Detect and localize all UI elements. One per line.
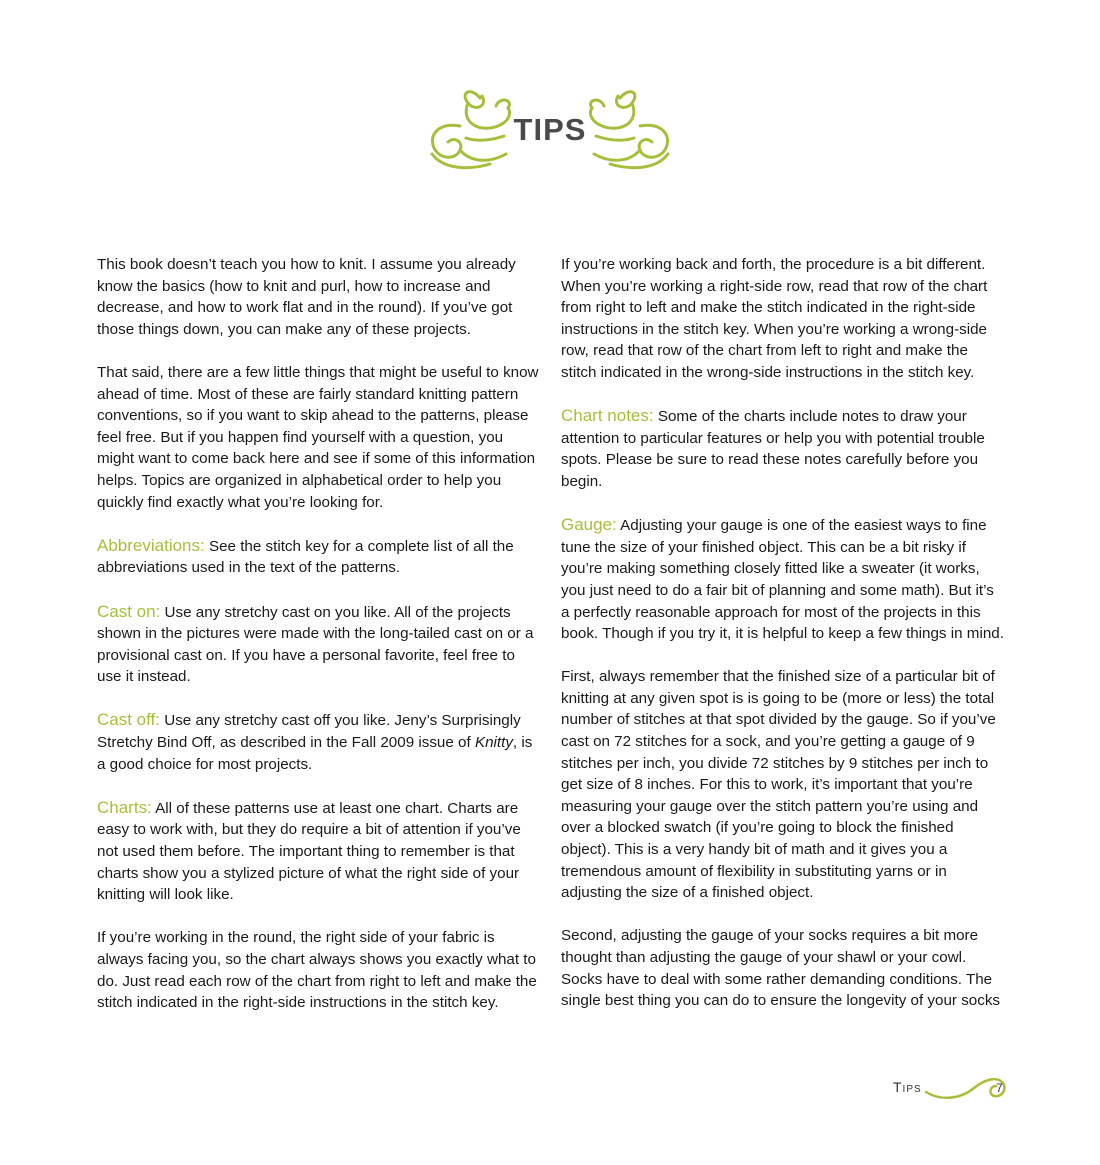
cast-off-text-end: , is a good choice for most projects.: [97, 734, 533, 773]
gauge-second-paragraph: Second, adjusting the gauge of your socks requires a bit more thought than adjusting the gauge of your shawl or your cowl. Socks have to deal with some rather demanding conditions. The single best thing you can do to ensure the longevity of your socks: [561, 927, 1001, 1010]
cast-on-heading: Cast on:: [97, 601, 161, 621]
abbreviations-heading: Abbreviations:: [97, 535, 205, 555]
knitty-title: Knitty: [474, 734, 513, 752]
cast-on-text: Use any stretchy cast on you like. All of the projects shown in the pictures were made with the long-tailed cast on or a provisional cast on. If you have a personal favorite, feel free to use it instead.: [97, 603, 534, 686]
abbreviations-text: See the stitch key for a complete list of all the abbreviations used in the text of the patterns.: [97, 537, 514, 577]
chart-notes-heading: Chart notes:: [561, 406, 654, 426]
charts-heading: Charts:: [97, 797, 152, 817]
charts-text: All of these patterns use at least one chart. Charts are easy to work with, but they do require a bit of attention if you’ve not used them before. The important thing to remember is that charts show you a stylized picture of what the right side of your knitting will look like.: [97, 799, 521, 904]
footer-section-label: Tips: [893, 1079, 922, 1095]
back-and-forth-paragraph: If you’re working back and forth, the procedure is a bit different. When you’re working a right-side row, read that row of the chart from right to left and make the stitch indicated in the right-side instructions in the stitch key. When you’re working a wrong-side row, read that row of the chart from left to right and make the stitch indicated in the wrong-side instructions in the stitch key.: [561, 256, 988, 381]
cast-off-section: [97, 709, 542, 775]
cast-off-text: Use any stretchy cast off you like. Jeny’s Surprisingly Stretchy Bind Off, as described in the Fall 2009 issue of: [97, 712, 521, 752]
chart-notes-section: [561, 405, 1006, 492]
gauge-first-paragraph: First, always remember that the finished size of a particular bit of knitting at any given spot is is going to be (more or less) the total number of stitches at that spot divided by the gauge. So if you’ve cast on 72 stitches for a sock, and you’re getting a gauge of 9 stitches per inch, you divide 72 stitches by 9 stitches per inch to get size of 8 inches. For this to work, it’s important that you’re measuring your gauge over the stitch pattern you’re using and over a blocked swatch (if you’re going to block the finished object). This is a very handy bit of math and it gives you a tremendous amount of flexibility in substituting yarns or in adjusting the size of a finished object.: [561, 668, 996, 902]
gauge-text: Adjusting your gauge is one of the easiest ways to fine tune the size of your finished object. This can be a bit risky if you’re making something closely fitted like a sweater (it works, you just need to do a fair bit of planning and some math). But it’s a perfectly reasonable approach for most of the projects in this book. Though if you try it, it is helpful to keep a few things in mind.: [561, 517, 1004, 643]
left-column: [97, 254, 542, 1035]
intro-paragraph: This book doesn’t teach you how to knit. I assume you already know the basics (how to knit and purl, how to increase and decrease, and how to work flat and in the round). If you’ve got those things down, you can make any of these projects.: [97, 256, 516, 338]
charts-section: [97, 797, 542, 906]
chart-notes-text: Some of the charts include notes to draw your attention to particular features or help you with potential trouble spots. Please be sure to read these notes carefully before you begin.: [561, 408, 985, 490]
abbreviations-section: [97, 535, 542, 579]
cast-on-section: [97, 601, 542, 688]
conventions-paragraph: That said, there are a few little things that might be useful to know ahead of time. Most of these are fairly standard knitting pattern conventions, so if you want to skip ahead to the patterns, please feel free. But if you happen find yourself with a question, you might want to come back here and see if some of this information helps. Topics are organized in alphabetical order to help you quickly find exactly what you’re looking for.: [97, 363, 539, 511]
in-the-round-paragraph: If you’re working in the round, the right side of your fabric is always facing you, so the chart always shows you exactly what to do. Just read each row of the chart from right to left and make the stitch indicated in the right-side instructions in the stitch key.: [97, 929, 537, 1012]
gauge-heading: Gauge:: [561, 515, 617, 535]
cast-off-heading: Cast off:: [97, 710, 160, 730]
page-title: TIPS: [513, 112, 587, 147]
gauge-section: [561, 514, 1006, 645]
page-number: 7: [996, 1081, 1003, 1095]
right-column: [561, 254, 1006, 1033]
